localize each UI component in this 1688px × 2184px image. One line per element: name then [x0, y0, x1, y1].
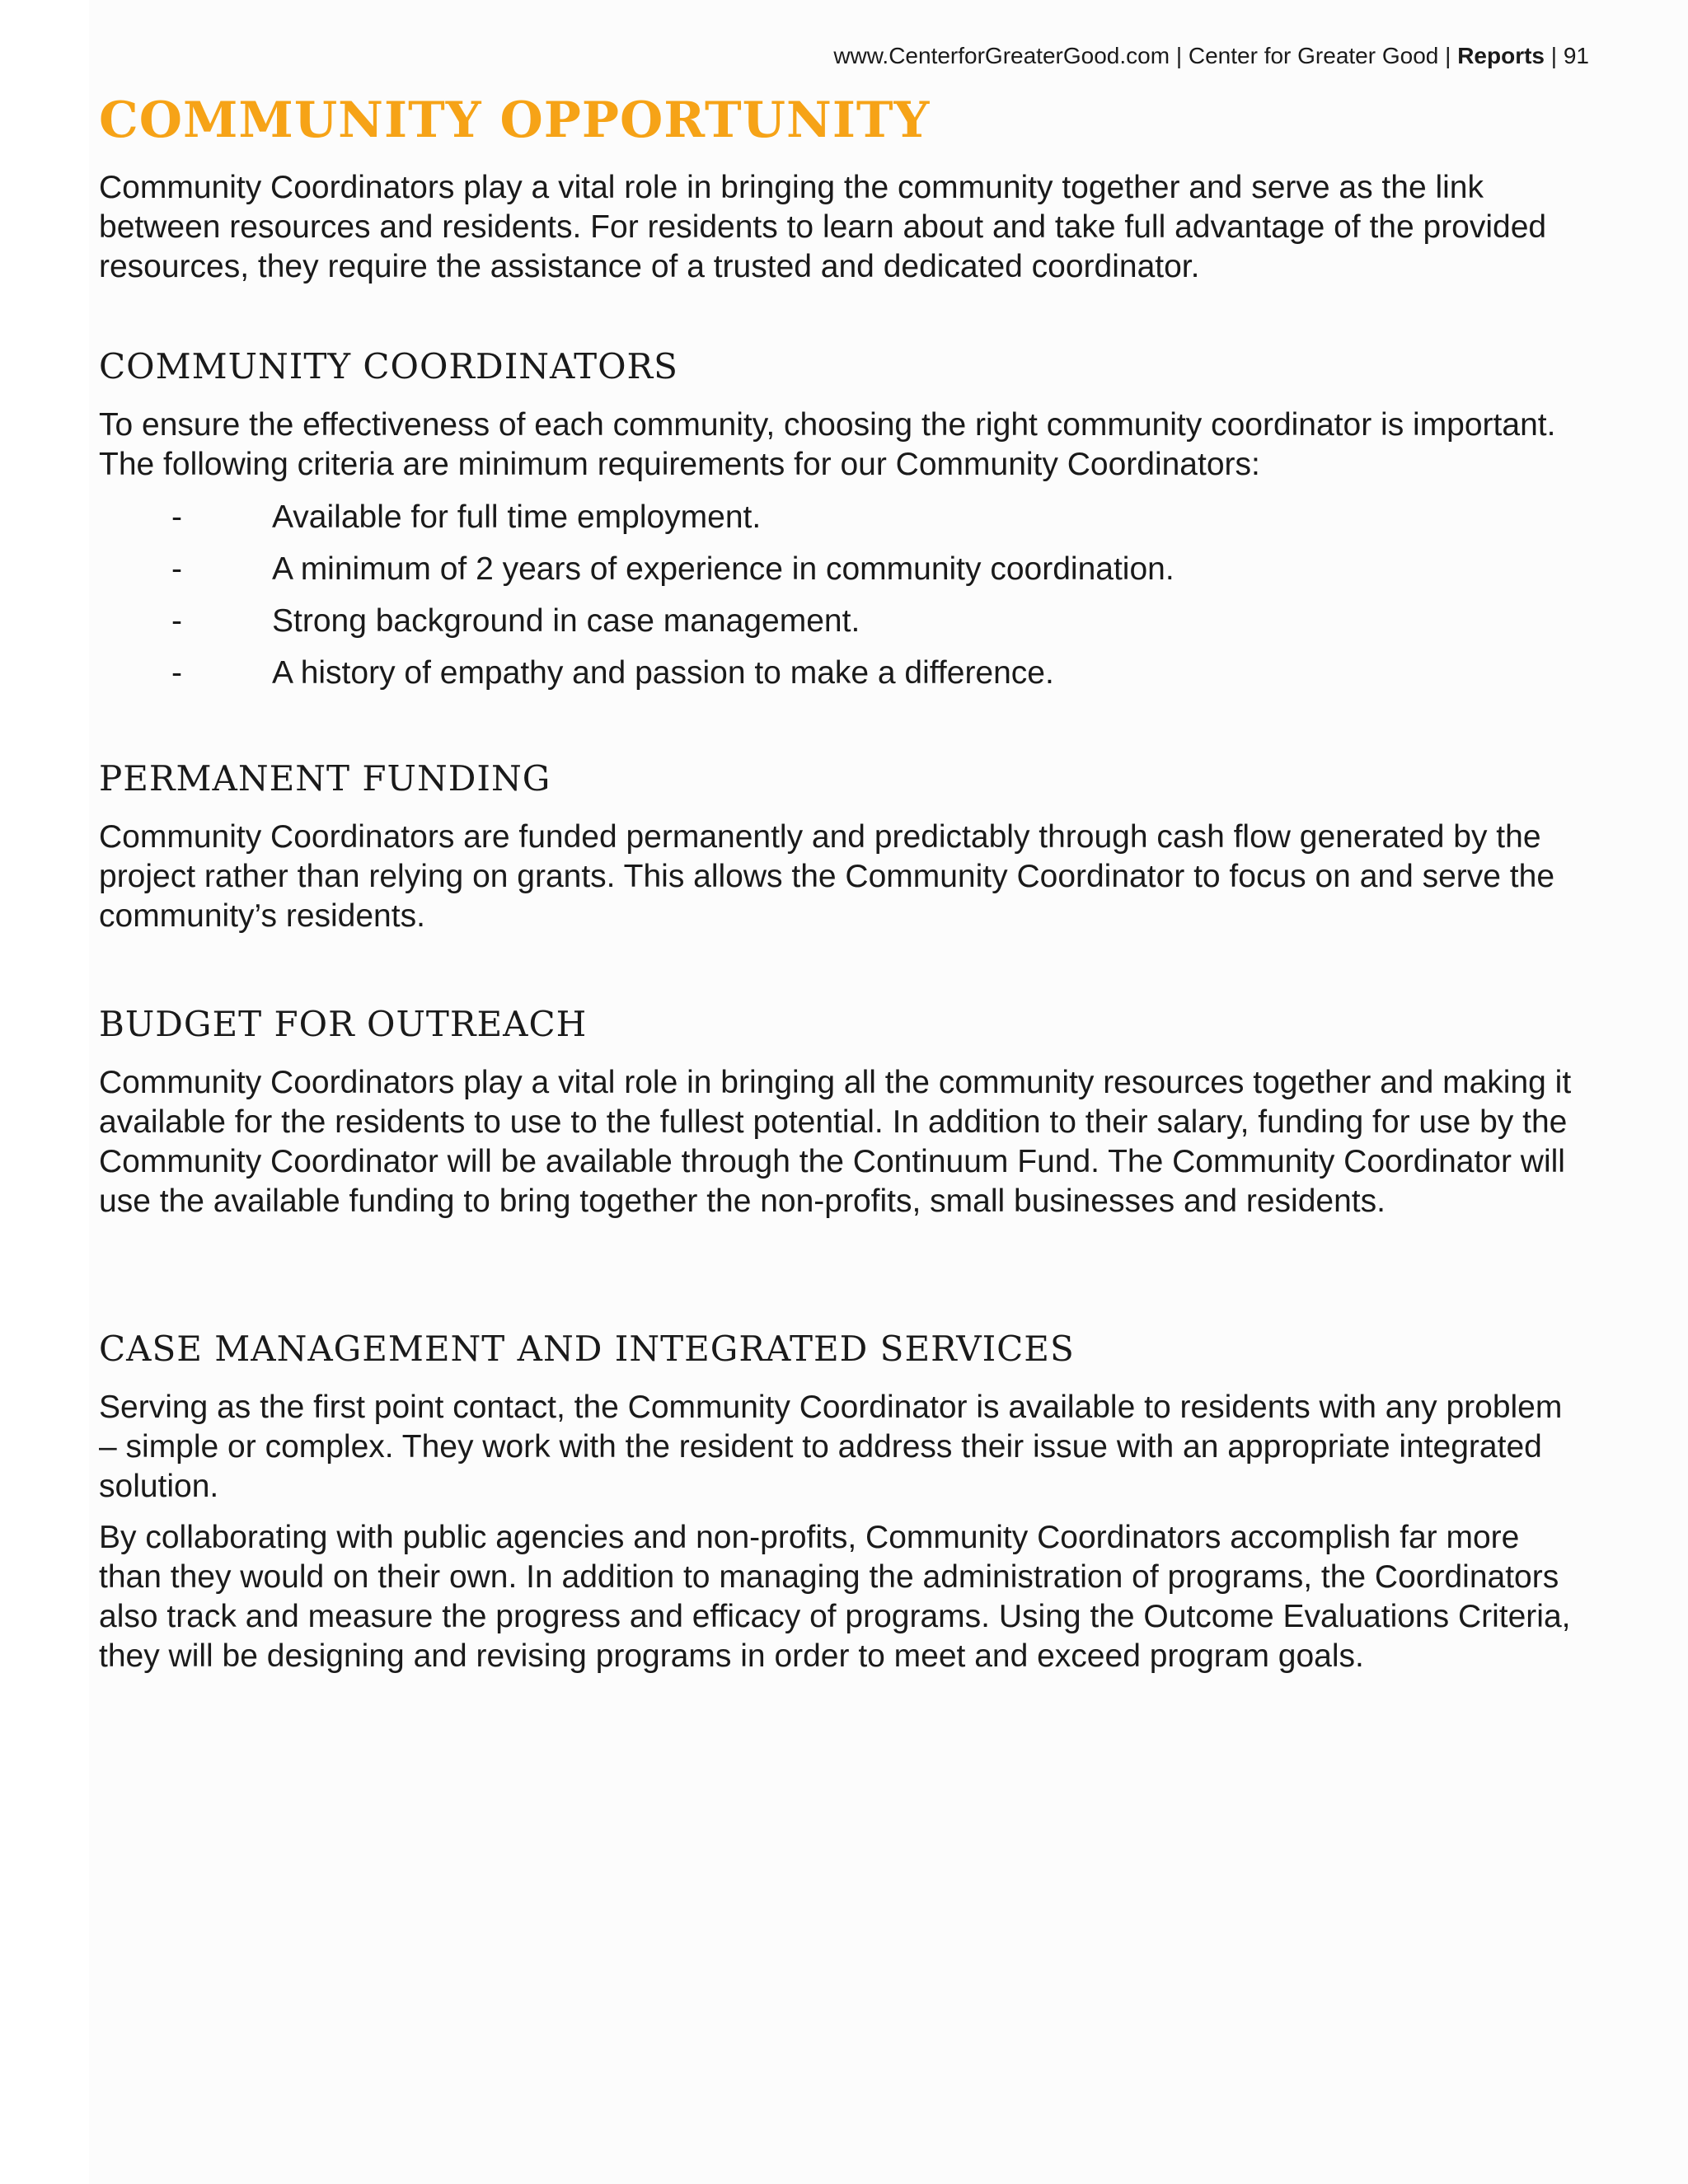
criteria-text: A minimum of 2 years of experience in community coordination.	[272, 551, 1175, 587]
header-separator: |	[1550, 43, 1564, 68]
criteria-list	[99, 491, 1582, 699]
section-heading: CASE MANAGEMENT AND INTEGRATED SERVICES	[99, 1329, 1075, 1369]
page-header	[833, 40, 1589, 73]
section-permanent-funding	[99, 757, 1582, 936]
section-paragraph: Community Coordinators play a vital role in bringing all the community resources together and making it available for the residents to use to the fullest potential. In addition to their salary, funding for use by the Community Coordinator will be available through the Continuum Fund. The Community Coordinator will use the available funding to bring together the non-profits, small businesses and residents.	[99, 1065, 1572, 1219]
bullet-dash: -	[171, 603, 182, 639]
section-paragraph: To ensure the effectiveness of each community, choosing the right community coordinator is important. The following criteria are minimum requirements for our Community Coordinators:	[99, 407, 1556, 482]
page-number: 91	[1563, 43, 1589, 68]
list-item	[99, 491, 1582, 543]
section-paragraph: Serving as the first point contact, the Community Coordinator is available to residents with any problem – simple or complex. They work with the resident to address their issue with an appropriate integrated solution.	[99, 1390, 1563, 1504]
intro-paragraph: Community Coordinators play a vital role in bringing the community together and serve as the link between resources and residents. For residents to learn about and take full advantage of the provided resources, they require the assistance of a trusted and dedicated coordinator.	[99, 170, 1547, 284]
list-item	[99, 595, 1582, 647]
section-heading: PERMANENT FUNDING	[99, 758, 551, 799]
bullet-dash: -	[171, 499, 182, 535]
list-item	[99, 543, 1582, 595]
section-heading: BUDGET FOR OUTREACH	[99, 1004, 588, 1044]
criteria-text: A history of empathy and passion to make a difference.	[272, 655, 1054, 691]
section-community-coordinators	[99, 344, 1582, 699]
header-org: Center for Greater Good	[1188, 43, 1439, 68]
header-section: Reports	[1457, 43, 1545, 68]
page-title: COMMUNITY OPPORTUNITY	[99, 91, 931, 149]
section-paragraph: Community Coordinators are funded permanently and predictably through cash flow generated by the project rather than relying on grants. This allows the Community Coordinator to focus on and serve the community’s residents.	[99, 819, 1555, 934]
intro-block	[99, 168, 1582, 287]
header-separator: |	[1445, 43, 1458, 68]
criteria-text: Available for full time employment.	[272, 499, 762, 535]
bullet-dash: -	[171, 655, 182, 691]
header-separator: |	[1175, 43, 1189, 68]
list-item	[99, 647, 1582, 699]
section-case-management	[99, 1327, 1582, 1676]
section-paragraph: By collaborating with public agencies and non-profits, Community Coordinators accomplish far more than they would on their own. In addition to managing the administration of programs, the Coordinators also track and measure the progress and efficacy of programs. Using the Outcome Evaluations Criteria, they will be designing and revising programs in order to meet and exceed program goals.	[99, 1520, 1571, 1674]
section-heading: COMMUNITY COORDINATORS	[99, 346, 678, 387]
section-budget-for-outreach	[99, 1002, 1582, 1221]
header-website: www.CenterforGreaterGood.com	[833, 43, 1170, 68]
bullet-dash: -	[171, 551, 182, 587]
criteria-text: Strong background in case management.	[272, 603, 860, 639]
